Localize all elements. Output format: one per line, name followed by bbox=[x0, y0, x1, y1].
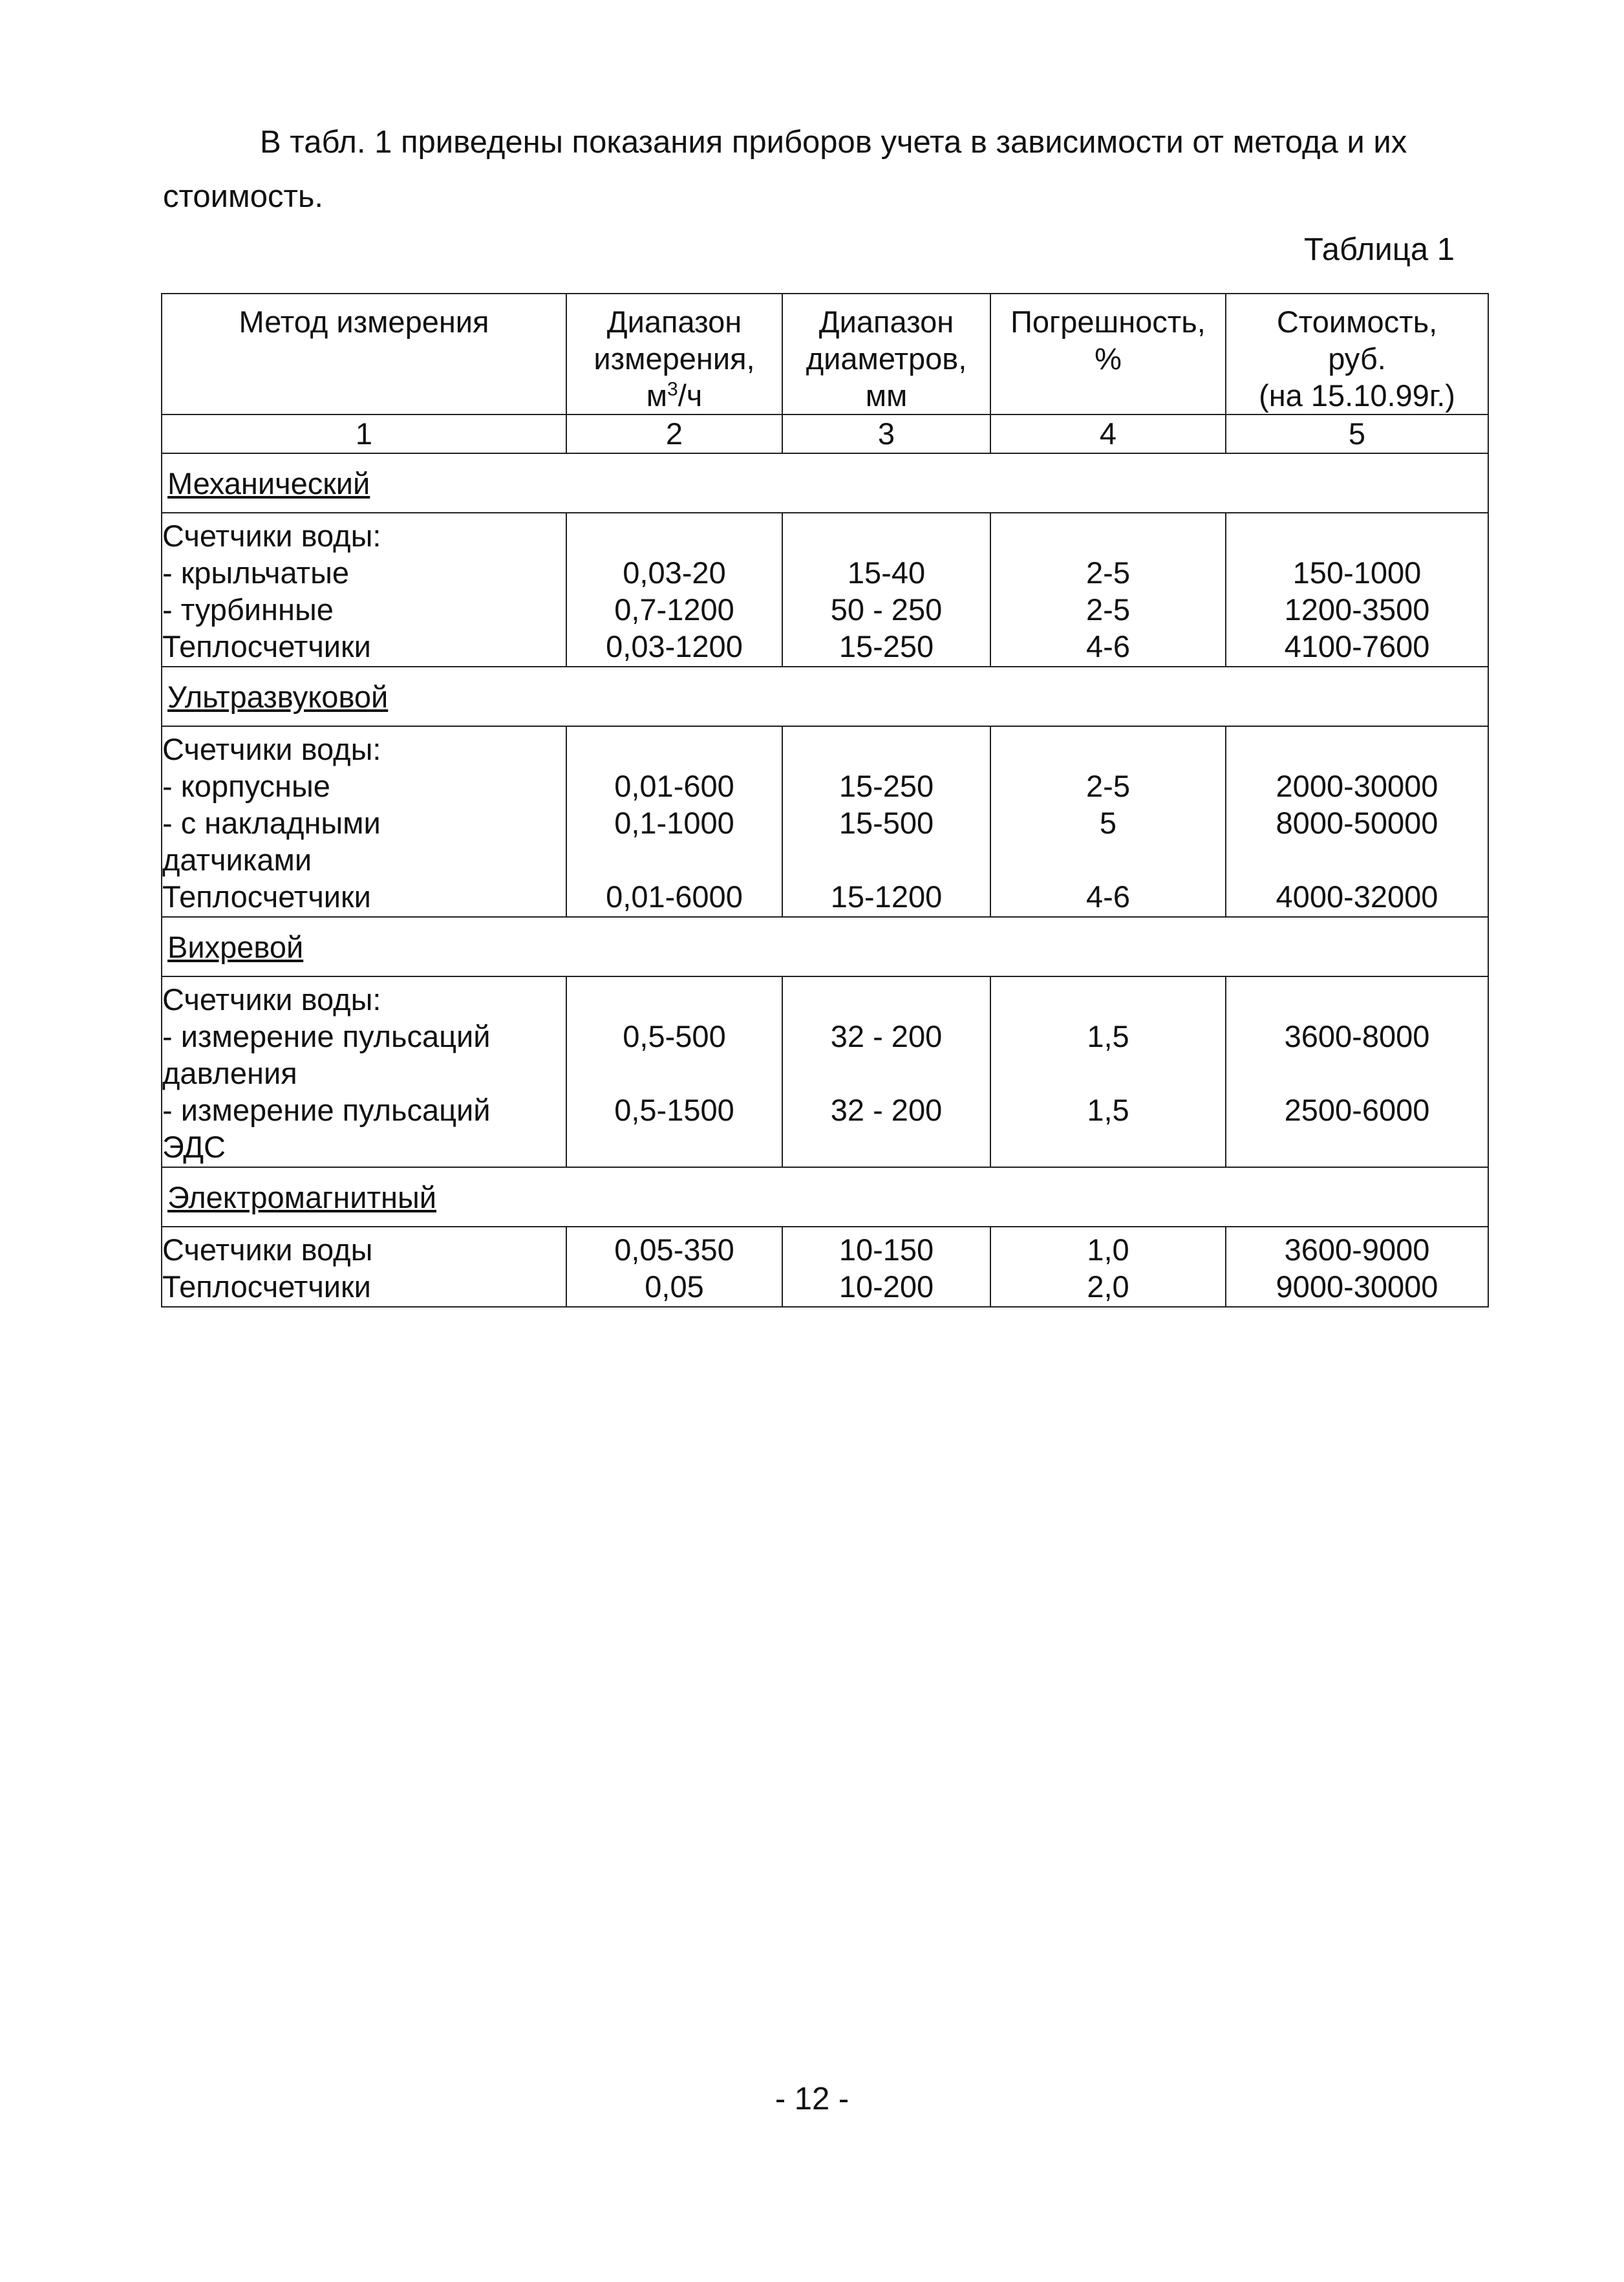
table-cell bbox=[990, 513, 1226, 667]
row-label: - измерение пульсаций bbox=[162, 1093, 491, 1127]
table-cell bbox=[990, 1227, 1226, 1307]
cell-value: 2-5 bbox=[1086, 555, 1130, 590]
table-cell bbox=[782, 726, 990, 917]
table-cell bbox=[162, 726, 566, 917]
cell-value: 8000-50000 bbox=[1276, 806, 1438, 840]
table-caption: Таблица 1 bbox=[1304, 232, 1455, 267]
cell-value: 32 - 200 bbox=[830, 1093, 943, 1127]
cell-value: 9000-30000 bbox=[1276, 1269, 1438, 1304]
table-cell bbox=[782, 1227, 990, 1307]
table-cell bbox=[162, 513, 566, 667]
cell-value: 2000-30000 bbox=[1276, 769, 1438, 803]
cell-value bbox=[567, 981, 782, 1018]
header-row bbox=[162, 294, 1488, 414]
cell-value: 0,7-1200 bbox=[614, 592, 734, 627]
cell-value bbox=[783, 517, 990, 554]
cell-value bbox=[1226, 841, 1488, 878]
cell-value bbox=[991, 981, 1225, 1018]
cell-value bbox=[783, 1055, 990, 1092]
row-label: Теплосчетчики bbox=[162, 629, 371, 663]
cell-value: 15-500 bbox=[839, 806, 934, 840]
cell-value: 1,5 bbox=[1087, 1093, 1129, 1127]
header-range: Диапазон измерения, $м^3/ч$ bbox=[566, 294, 782, 414]
header-method: Метод измерения bbox=[162, 294, 566, 414]
cell-value: 2-5 bbox=[1086, 592, 1130, 627]
row-label: давления bbox=[162, 1056, 297, 1090]
cell-value bbox=[991, 1128, 1225, 1165]
row-label: Счетчики воды bbox=[162, 1232, 373, 1267]
intro-line-1: В табл. 1 приведены показания приборов учета в зависимости от метода и их bbox=[260, 125, 1407, 160]
section-row bbox=[162, 667, 1488, 726]
cell-value bbox=[1226, 981, 1488, 1018]
cell-value bbox=[991, 517, 1225, 554]
row-label: - корпусные bbox=[162, 769, 330, 803]
cell-value: 50 - 250 bbox=[830, 592, 943, 627]
cell-value bbox=[991, 731, 1225, 768]
cell-value: 2-5 bbox=[1086, 769, 1130, 803]
cell-value: 0,01-600 bbox=[614, 769, 734, 803]
cell-value: 2500-6000 bbox=[1284, 1093, 1430, 1127]
cell-value: 32 - 200 bbox=[830, 1019, 943, 1053]
row-label: Теплосчетчики bbox=[162, 1269, 371, 1304]
row-label: - крыльчатые bbox=[162, 555, 349, 590]
table-cell bbox=[566, 726, 782, 917]
column-number: 4 bbox=[990, 414, 1226, 453]
cell-value bbox=[783, 731, 990, 768]
header-cost: Стоимость, руб. (на 15.10.99г.) bbox=[1226, 294, 1488, 414]
table-row bbox=[162, 513, 1488, 667]
cell-value bbox=[991, 1055, 1225, 1092]
cell-value: 0,05 bbox=[645, 1269, 704, 1304]
table-cell bbox=[1226, 976, 1488, 1167]
cell-value: 15-1200 bbox=[830, 879, 943, 914]
cell-value: 3600-8000 bbox=[1284, 1019, 1430, 1053]
cell-value bbox=[567, 1055, 782, 1092]
section-row bbox=[162, 917, 1488, 976]
cell-value bbox=[783, 841, 990, 878]
table-cell bbox=[1226, 513, 1488, 667]
table-cell bbox=[782, 513, 990, 667]
table-cell bbox=[782, 976, 990, 1167]
table-row bbox=[162, 976, 1488, 1167]
cell-value: 0,03-20 bbox=[623, 555, 726, 590]
section-title: Ультразвуковой bbox=[167, 679, 389, 714]
row-label: Теплосчетчики bbox=[162, 879, 371, 914]
cell-value bbox=[991, 841, 1225, 878]
cell-value bbox=[1226, 1128, 1488, 1165]
row-label: датчиками bbox=[162, 843, 312, 877]
cell-value: 0,5-500 bbox=[623, 1019, 726, 1053]
cell-value: 0,03-1200 bbox=[606, 629, 743, 663]
table-row bbox=[162, 726, 1488, 917]
cell-value bbox=[1226, 731, 1488, 768]
cell-value: 1,0 bbox=[1087, 1232, 1129, 1267]
cell-value: 15-250 bbox=[839, 769, 934, 803]
section-title: Вихревой bbox=[167, 929, 304, 964]
table-cell bbox=[990, 726, 1226, 917]
intro-line-2: стоимость. bbox=[163, 179, 324, 214]
cell-value bbox=[783, 981, 990, 1018]
cell-value bbox=[567, 841, 782, 878]
cell-value: 4-6 bbox=[1086, 879, 1130, 914]
column-numbers-row bbox=[162, 414, 1488, 453]
cell-value bbox=[567, 1128, 782, 1165]
cell-value: 2,0 bbox=[1087, 1269, 1129, 1304]
intro-paragraph bbox=[163, 115, 1462, 224]
cell-value: 3600-9000 bbox=[1284, 1232, 1430, 1267]
column-number: 3 bbox=[782, 414, 990, 453]
cell-value: 150-1000 bbox=[1292, 555, 1422, 590]
cell-value: 4-6 bbox=[1086, 629, 1130, 663]
section-row bbox=[162, 1167, 1488, 1227]
cell-value: 10-200 bbox=[839, 1269, 934, 1304]
cell-value bbox=[783, 1128, 990, 1165]
table-cell bbox=[566, 513, 782, 667]
table-cell bbox=[566, 1227, 782, 1307]
column-number: 1 bbox=[162, 414, 566, 453]
row-label: ЭДС bbox=[162, 1130, 226, 1164]
cell-value bbox=[567, 517, 782, 554]
cell-value: 10-150 bbox=[839, 1232, 934, 1267]
row-label: Счетчики воды: bbox=[162, 519, 381, 553]
cell-value: 0,5-1500 bbox=[614, 1093, 734, 1127]
cell-value: 0,05-350 bbox=[614, 1232, 734, 1267]
cell-value: 15-250 bbox=[839, 629, 934, 663]
row-label: - турбинные bbox=[162, 592, 334, 627]
column-number: 2 bbox=[566, 414, 782, 453]
table-cell bbox=[990, 976, 1226, 1167]
column-number: 5 bbox=[1226, 414, 1488, 453]
cell-value: 1200-3500 bbox=[1284, 592, 1430, 627]
table-row bbox=[162, 1227, 1488, 1307]
section-title: Механический bbox=[167, 466, 370, 501]
cell-value bbox=[567, 731, 782, 768]
header-error: Погрешность, % bbox=[990, 294, 1226, 414]
row-label: - с накладными bbox=[162, 806, 381, 840]
cell-value: 5 bbox=[1099, 806, 1117, 840]
cell-value bbox=[1226, 517, 1488, 554]
table-cell bbox=[566, 976, 782, 1167]
cell-value: 4100-7600 bbox=[1284, 629, 1430, 663]
cell-value: 0,1-1000 bbox=[614, 806, 734, 840]
cell-value bbox=[1226, 1055, 1488, 1092]
metering-devices-table bbox=[161, 293, 1489, 1308]
table-cell bbox=[1226, 1227, 1488, 1307]
table-cell bbox=[162, 976, 566, 1167]
row-label: Счетчики воды: bbox=[162, 982, 381, 1017]
table-body bbox=[162, 453, 1488, 1307]
cell-value: 4000-32000 bbox=[1276, 879, 1438, 914]
cell-value: 1,5 bbox=[1087, 1019, 1129, 1053]
page-number: - 12 - bbox=[775, 2082, 849, 2116]
header-diameters: Диапазон диаметров, мм bbox=[782, 294, 990, 414]
cell-value: 0,01-6000 bbox=[606, 879, 743, 914]
section-title: Электромагнитный bbox=[167, 1179, 437, 1214]
table-cell bbox=[1226, 726, 1488, 917]
table-cell bbox=[162, 1227, 566, 1307]
row-label: - измерение пульсаций bbox=[162, 1019, 491, 1053]
row-label: Счетчики воды: bbox=[162, 732, 381, 766]
cell-value: 15-40 bbox=[847, 555, 926, 590]
section-row bbox=[162, 453, 1488, 513]
